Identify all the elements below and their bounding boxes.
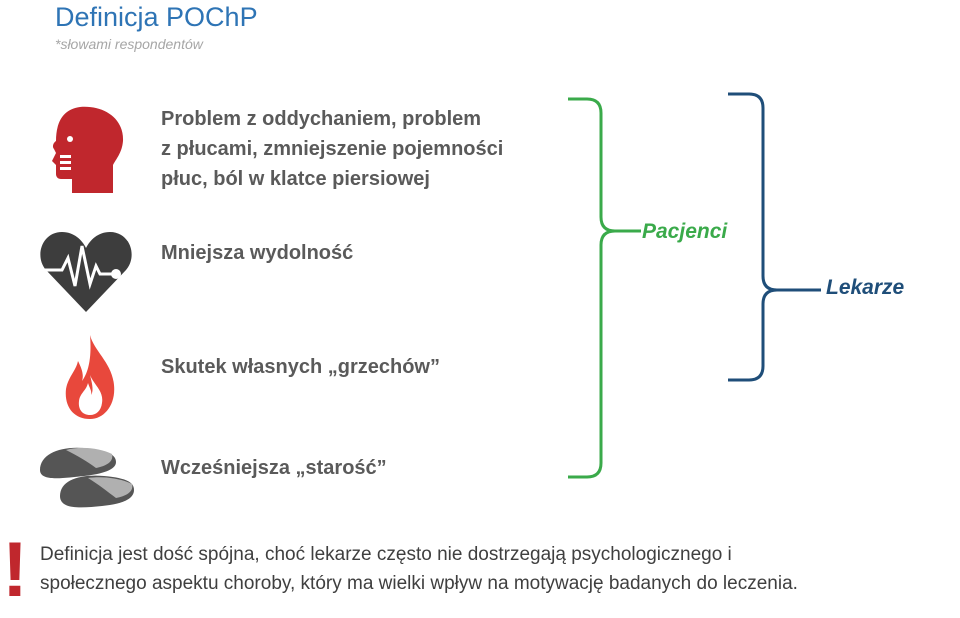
slippers-icon	[36, 440, 136, 516]
item-sins-text: Skutek własnych „grzechów”	[161, 356, 440, 378]
fire-icon	[60, 333, 120, 421]
item-breathing-text: Problem z oddychaniem, problem z płucami, zmniejszenie pojemności płuc, ból w klatce piersiowej	[161, 108, 504, 190]
warning-exclamation-icon: !	[2, 525, 28, 613]
page-subtitle: *słowami respondentów	[55, 36, 203, 52]
item-capacity-text: Mniejsza wydolność	[161, 242, 354, 264]
doctors-label: Lekarze	[826, 276, 905, 299]
page-title: Definicja POChP	[55, 2, 258, 32]
note-text: Definicja jest dość spójna, choć lekarze często nie dostrzegają psychologicznego i społecznego aspektu choroby, który ma wielki wpływ na motywację badanych do leczenia.	[40, 544, 798, 594]
head-breathing-icon	[50, 105, 128, 195]
item-aging-text: Wcześniejsza „starość”	[161, 457, 387, 479]
doctors-bracket	[725, 90, 825, 386]
heart-pulse-icon	[40, 228, 132, 314]
patients-label: Pacjenci	[642, 220, 728, 243]
patients-bracket	[565, 95, 645, 485]
